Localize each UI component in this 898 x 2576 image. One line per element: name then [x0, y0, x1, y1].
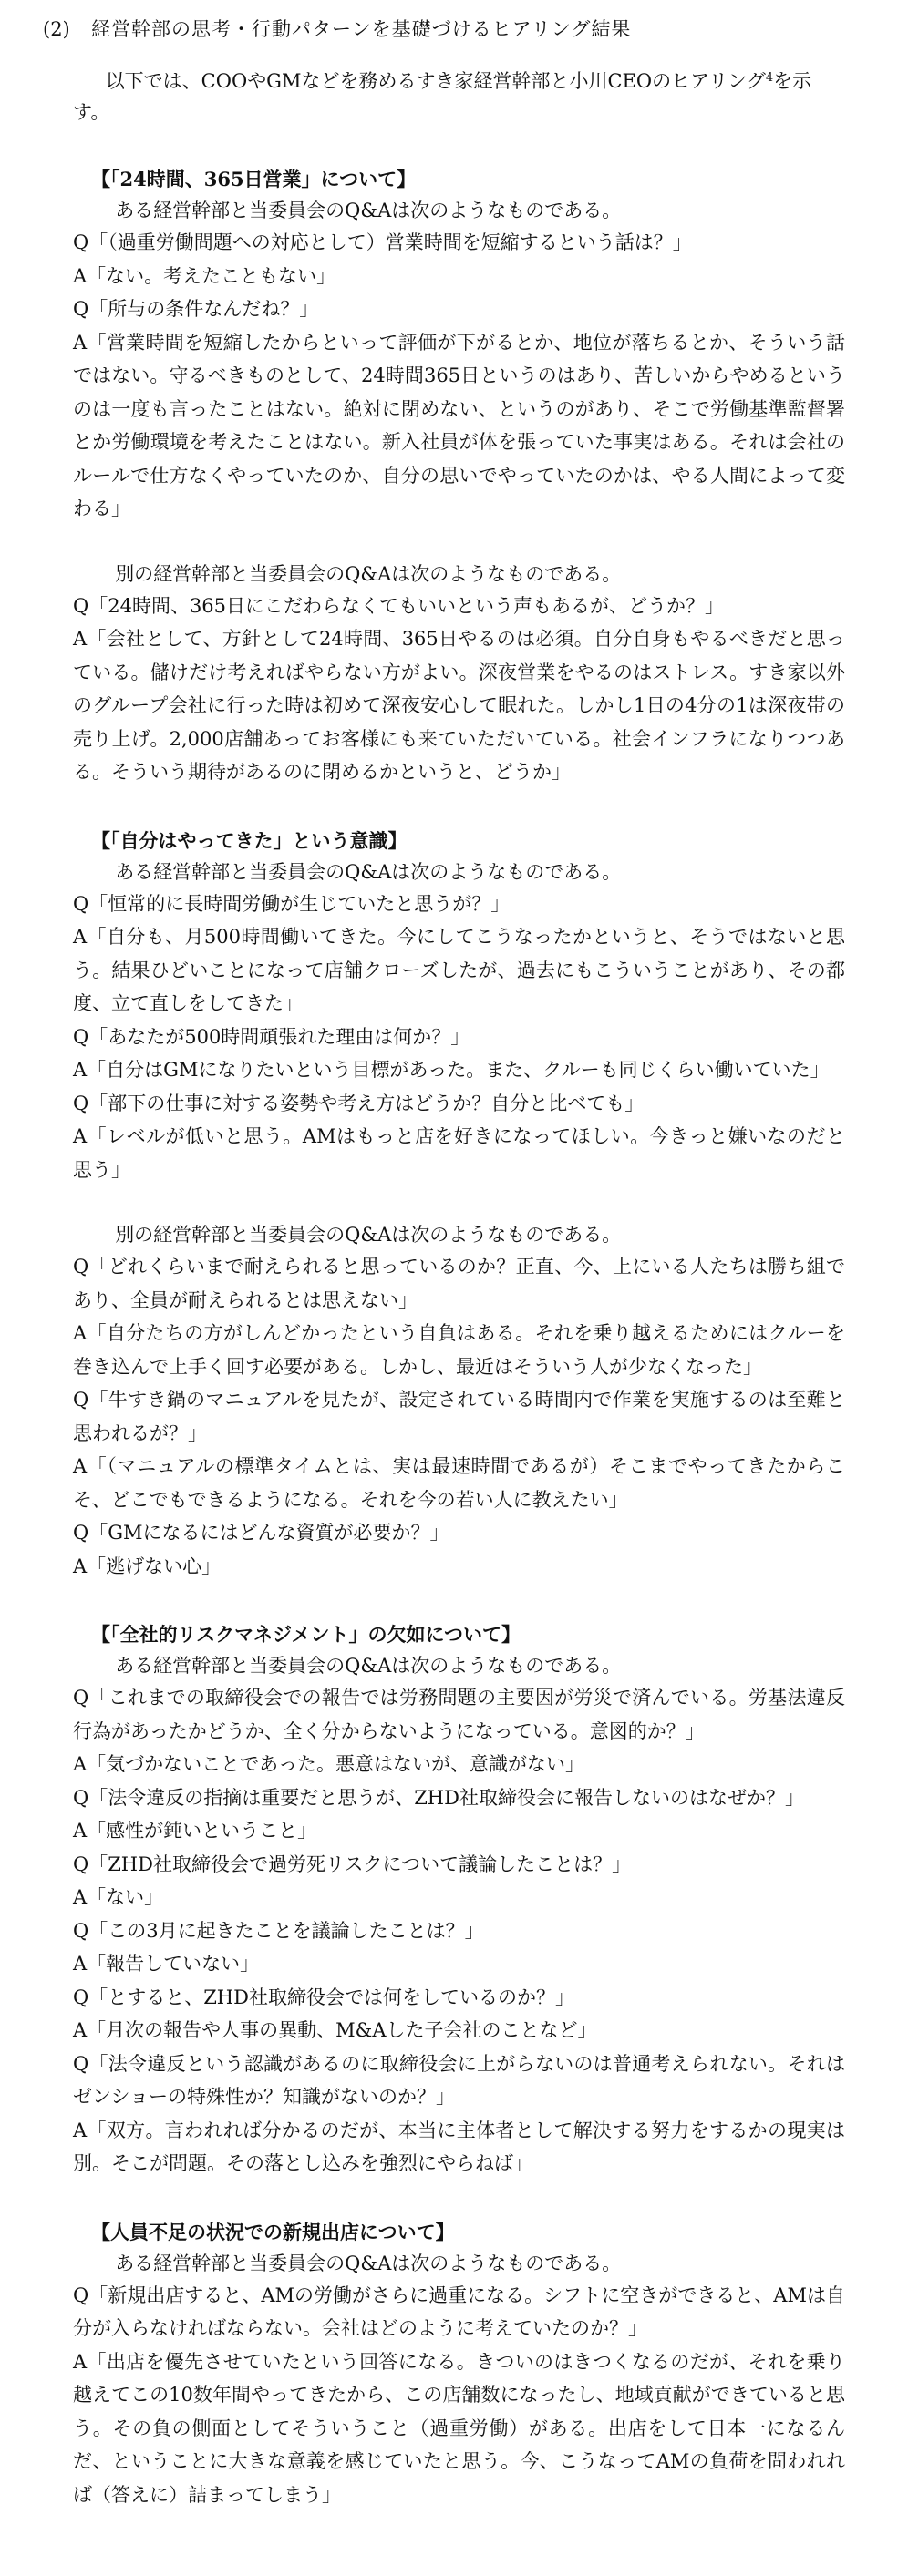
- qa-line: A「ない」: [73, 1886, 164, 1908]
- qa-line: Q「ZHD社取締役会で過労死リスクについて議論したことは？」: [73, 1852, 632, 1875]
- qa-line: A「営業時間を短縮したからといって評価が下がるとか、地位が落ちるとか、そういう話ではない。守るべきものとして、24時間365日というのはあり、苦しいからやめるというのは一度も言ったことはない。絶対に閉めない、というのがあり、そこで労働基準監督署とか労働環境を考えたことはない。新入社員が体を張っていた事実はある。それは会社のルールで仕方なくやっていたのか、自分の思いでやっていたのかは、やる人間によって変わる」: [73, 331, 845, 519]
- qa-line: Q「GMになるにはどんな資質が必要か？」: [73, 1522, 449, 1544]
- qa-lead: 別の経営幹部と当委員会のQ&Aは次のようなものである。: [115, 562, 622, 585]
- heading-number: (2): [43, 18, 70, 40]
- qa-line: Q「（過重労働問題への対応として）営業時間を短縮するという話は？」: [73, 231, 692, 253]
- qa-line: A「自分はGMになりたいという目標があった。また、クルーも同じくらい働いていた」: [73, 1059, 830, 1081]
- qa-line: Q「この3月に起きたことを議論したことは？」: [73, 1919, 484, 1942]
- section-title: 【「全社的リスクマネジメント」の欠如について】: [91, 1623, 521, 1646]
- section-heading: [43, 13, 845, 46]
- section-new-stores: [73, 2217, 845, 2512]
- qa-line: A「双方。言われれば分かるのだが、本当に主体者として解決する努力をするかの現実は別。そこが問題。その落とし込みを強烈にやらねば」: [73, 2119, 845, 2174]
- qa-line: Q「とすると、ZHD社取締役会では何をしているのか？」: [73, 1986, 574, 2008]
- footnote-marker: 4: [765, 71, 774, 85]
- intro-paragraph: [73, 66, 845, 128]
- qa-line: Q「これまでの取締役会での報告では労務問題の主要因が労災で済んでいる。労基法違反行為があったかどうか、全く分からないようになっている。意図的か？」: [73, 1687, 845, 1742]
- section-title: 【「24時間、365日営業」について】: [91, 168, 417, 190]
- qa-lead: ある経営幹部と当委員会のQ&Aは次のようなものである。: [115, 200, 622, 221]
- qa-lead: 別の経営幹部と当委員会のQ&Aは次のようなものである。: [115, 1224, 622, 1246]
- qa-lead: ある経営幹部と当委員会のQ&Aは次のようなものである。: [115, 1655, 622, 1677]
- qa-line: Q「恒常的に長時間労働が生じていたと思うが？」: [73, 892, 511, 915]
- section-risk-management: [73, 1619, 845, 2181]
- qa-line: A「気づかないことであった。悪意はないが、意識がない」: [73, 1753, 584, 1775]
- section-title: 【「自分はやってきた」という意識】: [91, 828, 408, 852]
- qa-lead: ある経営幹部と当委員会のQ&Aは次のようなものである。: [115, 860, 622, 883]
- qa-line: A「月次の報告や人事の異動、M&Aした子会社のことなど」: [73, 2019, 597, 2041]
- qa-line: Q「法令違反という認識があるのに取締役会に上がらないのは普通考えられない。それはゼンショーの特殊性か？知識がないのか？」: [73, 2052, 845, 2108]
- qa-line: A「自分も、月500時間働いてきた。今にしてこうなったかというと、そうではないと思う。結果ひどいことになって店舗クローズしたが、過去にもこういうことがあり、その都度、立て直しをしてきた」: [73, 926, 845, 1014]
- qa-line: A「逃げない心」: [73, 1555, 222, 1577]
- qa-line: A「感性が鈍いということ」: [73, 1820, 317, 1842]
- section-24h: [73, 164, 845, 789]
- qa-line: A「出店を優先させていたという回答になる。きついのはきつくなるのだが、それを乗り越えてこの10数年間やってきたから、この店舗数になったし、地域貢献ができていると思う。その負の側面としてそういうこと（過重労働）がある。出店をして日本一になるんだ、ということに大きな意義を感じていたと思う。今、こうなってAMの負荷を問われれば（答えに）詰まってしまう」: [73, 2350, 845, 2506]
- qa-line: Q「どれくらいまで耐えられると思っているのか？正直、今、上にいる人たちは勝ち組であり、全員が耐えられるとは思えない」: [73, 1256, 845, 1311]
- qa-line: Q「所与の条件なんだね？」: [73, 298, 319, 320]
- qa-line: Q「あなたが500時間頑張れた理由は何か？」: [73, 1025, 470, 1048]
- qa-line: A「報告していない」: [73, 1953, 260, 1975]
- qa-line: A「会社として、方針として24時間、365日やるのは必須。自分自身もやるべきだと思っている。儲けだけ考えればやらない方がよい。深夜営業をやるのはストレス。すき家以外のグループ会社に行った時は初めて深夜安心して眠れた。しかし1日の4分の1は深夜帯の売り上げ。2,000店舗あってお客様にも来ていただいている。社会インフラになりつつある。そういう期待があるのに閉めるかというと、どうか」: [73, 628, 845, 783]
- qa-line: Q「部下の仕事に対する姿勢や考え方はどうか？自分と比べても」: [73, 1092, 645, 1114]
- intro-text: 以下では、COOやGMなどを務めるすき家経営幹部と小川CEOのヒアリング: [105, 70, 766, 92]
- intro-text-end: を示す。: [73, 70, 812, 123]
- qa-lead: ある経営幹部と当委員会のQ&Aは次のようなものである。: [115, 2252, 622, 2274]
- section-title: 【人員不足の状況での新規出店について】: [91, 2220, 455, 2243]
- section-self-experience: [73, 826, 845, 1584]
- qa-line: A「（マニュアルの標準タイムとは、実は最速時間であるが）そこまでやってきたからこそ、どこでもできるようになる。それを今の若い人に教えたい」: [73, 1455, 845, 1511]
- qa-line: A「レベルが低いと思う。AMはもっと店を好きになってほしい。今きっと嫌いなのだと思う」: [73, 1125, 845, 1181]
- qa-line: Q「法令違反の指摘は重要だと思うが、ZHD社取締役会に報告しないのはなぜか？」: [73, 1786, 804, 1809]
- qa-line: A「自分たちの方がしんどかったという自負はある。それを乗り越えるためにはクルーを巻き込んで上手く回す必要がある。しかし、最近はそういう人が少なくなった」: [73, 1322, 845, 1378]
- heading-text: 経営幹部の思考・行動パターンを基礎づけるヒアリング結果: [91, 18, 632, 40]
- qa-line: Q「牛すき鍋のマニュアルを見たが、設定されている時間内で作業を実施するのは至難と思われるが？」: [73, 1389, 845, 1444]
- qa-line: Q「新規出店すると、AMの労働がさらに過重になる。シフトに空きができると、AMは自分が入らなければならない。会社はどのように考えていたのか？」: [73, 2284, 845, 2339]
- qa-line: Q「24時間、365日にこだわらなくてもいいという声もあるが、どうか？」: [73, 594, 725, 617]
- qa-line: A「ない。考えたこともない」: [73, 264, 336, 287]
